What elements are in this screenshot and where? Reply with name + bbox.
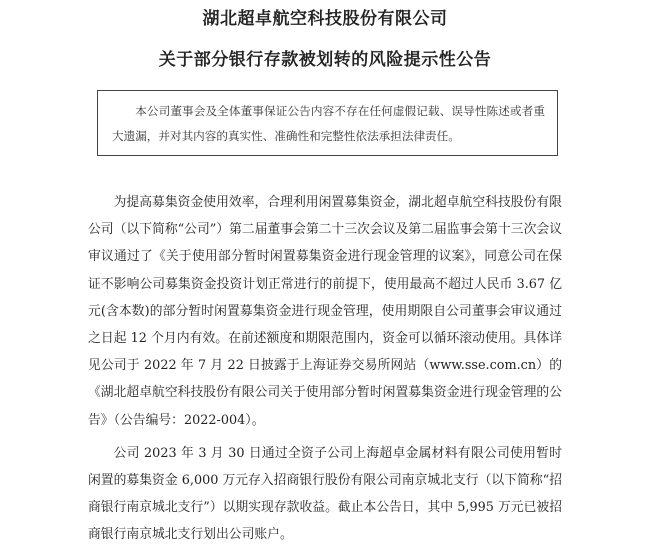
board-statement: 本公司董事会及全体董事保证公告内容不存在任何虚假记载、误导性陈述或者重大遗漏，并对其内容的真实性、准确性和完整性依法承担法律责任。 <box>112 104 545 143</box>
announcement-body <box>88 189 562 549</box>
body-paragraph-2: 公司 2023 年 3 月 30 日通过全资子公司上海超卓金属材料有限公司使用暂时闲置的募集资金 6,000 万元存入招商银行股份有限公司南京城北支行（以下简称“招商银行南京城北支行”）以期实现存款收益。截止本公告日，其中 5,995 万元已被招商银行南京城北支行划出公司账户。 <box>88 445 562 543</box>
board-statement-box <box>97 90 558 156</box>
announcement-title: 关于部分银行存款被划转的风险提示性公告 <box>158 50 492 70</box>
company-name: 湖北超卓航空科技股份有限公司 <box>202 9 448 29</box>
body-paragraph-1: 为提高募集资金使用效率，合理利用闲置募集资金，湖北超卓航空科技股份有限公司（以下简称“公司”）第二届董事会第二十三次会议及第二届监事会第十三次会议审议通过了《关于使用部分暂时闲置募集资金进行现金管理的议案》，同意公司在保证不影响公司募集资金投资计划正常进行的前提下，使用最高不超过人民币 3.67 亿元(含本数)的部分暂时闲置募集资金进行现金管理，使用期限自公司董事会审议通过之日起 12 个月内有效。在前述额度和期限范围内，资金可以循环滚动使用。具体详见公司于 2022 年 7 月 22 日披露于上海证券交易所网站（www.sse.com.cn）的《湖北超卓航空科技股份有限公司关于使用部分暂时闲置募集资金进行现金管理的公告》（公告编号：2022-004）。 <box>88 195 562 428</box>
